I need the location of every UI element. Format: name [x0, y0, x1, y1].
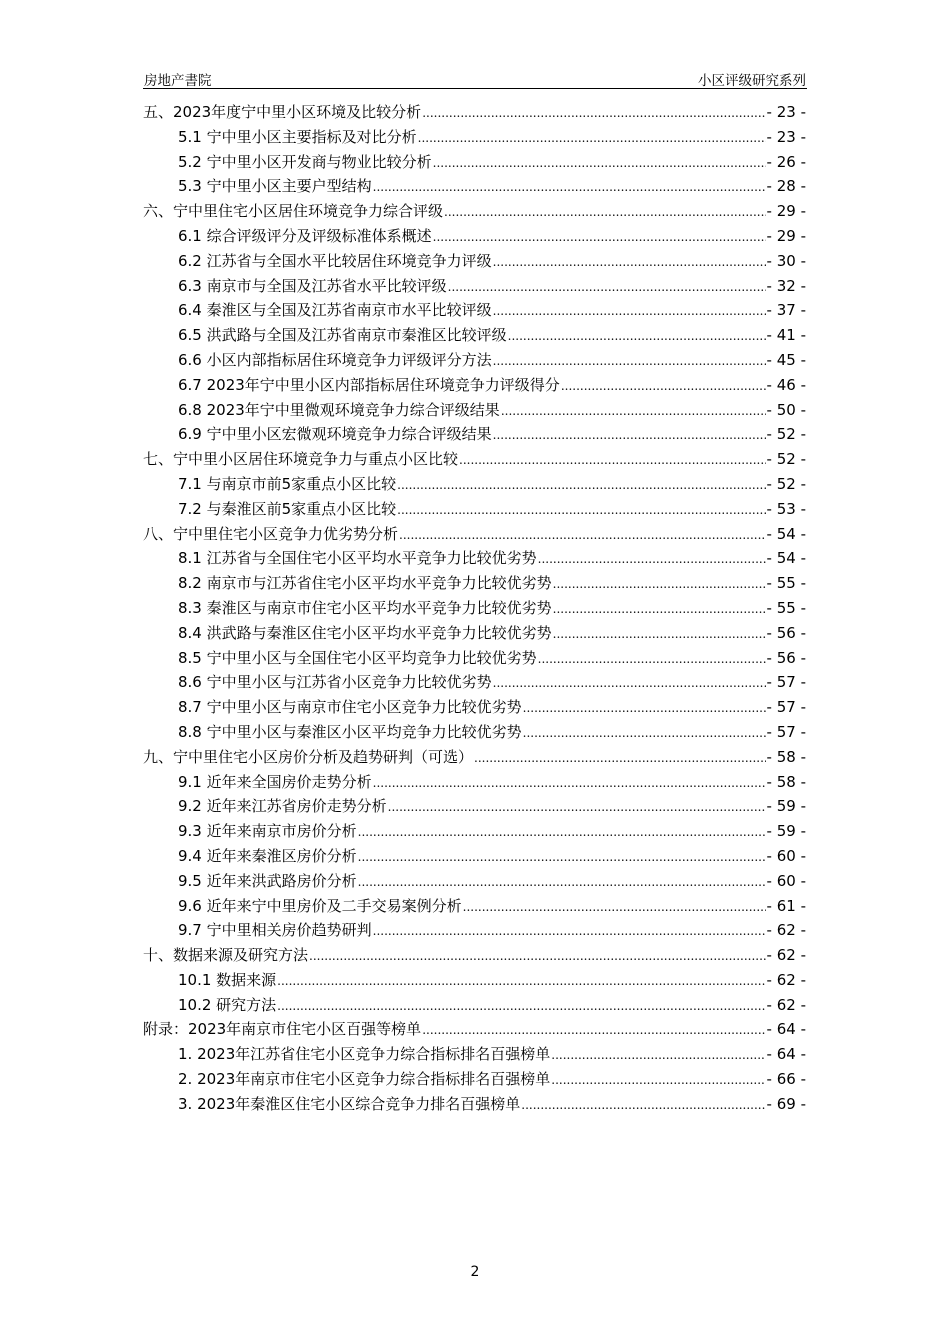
toc-dot-leader [397, 478, 765, 492]
header-publisher: 房地产書院 [144, 73, 212, 89]
toc-section-entry[interactable] [143, 895, 806, 920]
toc-entry-title: 7.2 与秦淮区前5家重点小区比较 [178, 499, 397, 518]
toc-section-entry[interactable] [143, 547, 806, 572]
toc-entry-title: 9.5 近年来洪武路房价分析 [178, 871, 357, 890]
toc-section-entry[interactable] [143, 250, 806, 275]
toc-dot-leader [493, 428, 766, 442]
toc-entry-title: 9.1 近年来全国房价走势分析 [178, 772, 372, 791]
toc-entry-title: 六、宁中里住宅小区居住环境竞争力综合评级 [143, 202, 444, 221]
toc-section-entry[interactable] [143, 870, 806, 895]
toc-dot-leader [459, 453, 766, 467]
toc-entry-page-number: - 62 - [766, 970, 806, 989]
toc-dot-leader [501, 404, 766, 418]
toc-dot-leader [474, 751, 766, 765]
toc-section-entry[interactable] [143, 1093, 806, 1118]
toc-entry-page-number: - 52 - [766, 425, 806, 444]
toc-dot-leader [444, 205, 766, 219]
toc-section-entry[interactable] [143, 151, 806, 176]
toc-entry-title: 8.5 宁中里小区与全国住宅小区平均竞争力比较优劣势 [178, 648, 537, 667]
toc-entry-page-number: - 37 - [766, 301, 806, 320]
toc-dot-leader [493, 255, 766, 269]
toc-entry-title: 八、宁中里住宅小区竞争力优劣势分析 [143, 524, 399, 543]
toc-entry-title: 8.1 江苏省与全国住宅小区平均水平竞争力比较优劣势 [178, 549, 537, 568]
toc-entry-title: 9.2 近年来江苏省房价走势分析 [178, 797, 387, 816]
toc-entry-page-number: - 64 - [766, 1020, 806, 1039]
toc-entry-page-number: - 56 - [766, 623, 806, 642]
toc-section-entry[interactable] [143, 919, 806, 944]
toc-entry-title: 6.1 综合评级评分及评级标准体系概述 [178, 226, 432, 245]
toc-dot-leader [551, 1048, 765, 1062]
toc-entry-page-number: - 66 - [766, 1070, 806, 1089]
toc-entry-page-number: - 69 - [766, 1094, 806, 1113]
toc-section-entry[interactable] [143, 175, 806, 200]
toc-entry-page-number: - 29 - [766, 202, 806, 221]
toc-dot-leader [433, 156, 766, 170]
toc-dot-leader [553, 577, 766, 591]
toc-chapter-entry[interactable] [143, 746, 806, 771]
toc-entry-page-number: - 26 - [766, 152, 806, 171]
toc-entry-page-number: - 29 - [766, 226, 806, 245]
toc-entry-title: 6.4 秦淮区与全国及江苏省南京市水平比较评级 [178, 301, 492, 320]
toc-entry-title: 9.6 近年来宁中里房价及二手交易案例分析 [178, 896, 462, 915]
toc-entry-page-number: - 52 - [766, 450, 806, 469]
toc-entry-title: 七、宁中里小区居住环境竞争力与重点小区比较 [143, 450, 459, 469]
toc-entry-page-number: - 50 - [766, 400, 806, 419]
toc-entry-page-number: - 62 - [766, 995, 806, 1014]
toc-entry-title: 10.1 数据来源 [178, 970, 277, 989]
toc-dot-leader [397, 503, 765, 517]
toc-dot-leader [523, 701, 766, 715]
toc-entry-title: 1. 2023年江苏省住宅小区竞争力综合指标排名百强榜单 [178, 1045, 551, 1064]
toc-dot-leader [373, 924, 766, 938]
toc-section-entry[interactable] [143, 994, 806, 1019]
toc-entry-title: 9.3 近年来南京市房价分析 [178, 822, 357, 841]
toc-section-entry[interactable] [143, 1068, 806, 1093]
toc-entry-page-number: - 57 - [766, 722, 806, 741]
toc-dot-leader [277, 999, 765, 1013]
toc-dot-leader [553, 627, 766, 641]
toc-entry-page-number: - 61 - [766, 896, 806, 915]
toc-entry-page-number: - 53 - [766, 499, 806, 518]
toc-entry-title: 6.3 南京市与全国及江苏省水平比较评级 [178, 276, 447, 295]
toc-section-entry[interactable] [143, 696, 806, 721]
toc-dot-leader [448, 280, 766, 294]
toc-entry-title: 五、2023年度宁中里小区环境及比较分析 [143, 103, 422, 121]
toc-chapter-entry[interactable] [143, 523, 806, 548]
toc-dot-leader [277, 974, 765, 988]
toc-dot-leader [521, 1098, 765, 1112]
toc-dot-leader [493, 304, 766, 318]
toc-section-entry[interactable] [143, 324, 806, 349]
toc-section-entry[interactable] [143, 1043, 806, 1068]
toc-entry-page-number: - 59 - [766, 822, 806, 841]
toc-section-entry[interactable] [143, 299, 806, 324]
toc-entry-page-number: - 46 - [766, 375, 806, 394]
toc-chapter-entry[interactable] [143, 1018, 806, 1043]
toc-section-entry[interactable] [143, 572, 806, 597]
toc-entry-page-number: - 23 - [766, 127, 806, 146]
toc-dot-leader [551, 1073, 765, 1087]
toc-entry-page-number: - 23 - [766, 103, 806, 121]
toc-chapter-entry[interactable] [143, 200, 806, 225]
toc-dot-leader [358, 875, 766, 889]
toc-entry-title: 6.9 宁中里小区宏微观环境竞争力综合评级结果 [178, 425, 492, 444]
toc-entry-title: 8.6 宁中里小区与江苏省小区竞争力比较优劣势 [178, 673, 492, 692]
toc-section-entry[interactable] [143, 225, 806, 250]
toc-section-entry[interactable] [143, 969, 806, 994]
toc-section-entry[interactable] [143, 647, 806, 672]
toc-entry-title: 9.7 宁中里相关房价趋势研判 [178, 921, 372, 940]
page-number: 2 [470, 1264, 480, 1280]
table-of-contents [143, 101, 806, 1118]
toc-entry-title: 8.2 南京市与江苏省住宅小区平均水平竞争力比较优劣势 [178, 574, 552, 593]
toc-entry-title: 十、数据来源及研究方法 [143, 946, 309, 965]
toc-entry-title: 8.3 秦淮区与南京市住宅小区平均水平竞争力比较优劣势 [178, 598, 552, 617]
toc-entry-title: 5.1 宁中里小区主要指标及对比分析 [178, 127, 417, 146]
toc-entry-title: 5.3 宁中里小区主要户型结构 [178, 177, 372, 196]
toc-entry-title: 6.8 2023年宁中里微观环境竞争力综合评级结果 [178, 400, 500, 419]
toc-section-entry[interactable] [143, 721, 806, 746]
toc-entry-title: 8.8 宁中里小区与秦淮区小区平均竞争力比较优劣势 [178, 722, 522, 741]
toc-entry-title: 7.1 与南京市前5家重点小区比较 [178, 474, 397, 493]
toc-dot-leader [373, 776, 766, 790]
toc-entry-page-number: - 57 - [766, 698, 806, 717]
toc-dot-leader [508, 329, 766, 343]
toc-entry-page-number: - 32 - [766, 276, 806, 295]
toc-dot-leader [388, 800, 766, 814]
toc-dot-leader [309, 949, 766, 963]
toc-section-entry[interactable] [143, 597, 806, 622]
toc-section-entry[interactable] [143, 374, 806, 399]
toc-entry-page-number: - 62 - [766, 921, 806, 940]
toc-dot-leader [538, 552, 766, 566]
toc-entry-page-number: - 60 - [766, 871, 806, 890]
toc-dot-leader [553, 602, 766, 616]
toc-entry-page-number: - 55 - [766, 574, 806, 593]
toc-dot-leader [523, 726, 766, 740]
toc-dot-leader [418, 131, 766, 145]
toc-dot-leader [399, 528, 766, 542]
toc-entry-page-number: - 62 - [766, 946, 806, 965]
toc-section-entry[interactable] [143, 399, 806, 424]
toc-entry-title: 8.4 洪武路与秦淮区住宅小区平均水平竞争力比较优劣势 [178, 623, 552, 642]
toc-entry-page-number: - 59 - [766, 797, 806, 816]
toc-entry-page-number: - 54 - [766, 549, 806, 568]
toc-section-entry[interactable] [143, 473, 806, 498]
toc-entry-page-number: - 30 - [766, 251, 806, 270]
toc-dot-leader [538, 652, 766, 666]
toc-entry-page-number: - 41 - [766, 326, 806, 345]
toc-dot-leader [561, 379, 766, 393]
toc-entry-page-number: - 54 - [766, 524, 806, 543]
toc-section-entry[interactable] [143, 671, 806, 696]
toc-entry-title: 6.7 2023年宁中里小区内部指标居住环境竞争力评级得分 [178, 375, 560, 394]
toc-entry-title: 2. 2023年南京市住宅小区竞争力综合指标排名百强榜单 [178, 1070, 551, 1089]
toc-entry-title: 5.2 宁中里小区开发商与物业比较分析 [178, 152, 432, 171]
page-header [143, 66, 807, 89]
toc-entry-page-number: - 45 - [766, 350, 806, 369]
toc-entry-page-number: - 57 - [766, 673, 806, 692]
toc-entry-title: 九、宁中里住宅小区房价分析及趋势研判（可选） [143, 747, 474, 766]
toc-chapter-entry[interactable] [143, 101, 806, 126]
toc-section-entry[interactable] [143, 126, 806, 151]
toc-entry-page-number: - 56 - [766, 648, 806, 667]
toc-chapter-entry[interactable] [143, 448, 806, 473]
toc-entry-title: 3. 2023年秦淮区住宅小区综合竞争力排名百强榜单 [178, 1094, 521, 1113]
toc-entry-title: 附录：2023年南京市住宅小区百强等榜单 [143, 1020, 422, 1039]
toc-dot-leader [463, 900, 766, 914]
toc-entry-title: 10.2 研究方法 [178, 995, 277, 1014]
toc-section-entry[interactable] [143, 795, 806, 820]
toc-entry-page-number: - 58 - [766, 747, 806, 766]
toc-entry-page-number: - 58 - [766, 772, 806, 791]
toc-dot-leader [433, 230, 766, 244]
toc-entry-page-number: - 64 - [766, 1045, 806, 1064]
toc-chapter-entry[interactable] [143, 944, 806, 969]
toc-entry-title: 6.2 江苏省与全国水平比较居住环境竞争力评级 [178, 251, 492, 270]
toc-section-entry[interactable] [143, 845, 806, 870]
toc-entry-title: 6.6 小区内部指标居住环境竞争力评级评分方法 [178, 350, 492, 369]
toc-entry-page-number: - 60 - [766, 846, 806, 865]
toc-entry-page-number: - 55 - [766, 598, 806, 617]
toc-dot-leader [493, 354, 766, 368]
toc-dot-leader [422, 106, 765, 120]
toc-section-entry[interactable] [143, 423, 806, 448]
toc-entry-page-number: - 28 - [766, 177, 806, 196]
toc-entry-page-number: - 52 - [766, 474, 806, 493]
toc-dot-leader [373, 180, 766, 194]
toc-dot-leader [422, 1023, 765, 1037]
toc-entry-title: 8.7 宁中里小区与南京市住宅小区竞争力比较优劣势 [178, 698, 522, 717]
toc-section-entry[interactable] [143, 349, 806, 374]
toc-section-entry[interactable] [143, 622, 806, 647]
header-series-title: 小区评级研究系列 [698, 73, 806, 89]
toc-dot-leader [358, 825, 766, 839]
toc-section-entry[interactable] [143, 820, 806, 845]
toc-entry-title: 9.4 近年来秦淮区房价分析 [178, 846, 357, 865]
toc-dot-leader [358, 850, 766, 864]
toc-section-entry[interactable] [143, 771, 806, 796]
toc-section-entry[interactable] [143, 498, 806, 523]
toc-dot-leader [493, 676, 766, 690]
toc-section-entry[interactable] [143, 275, 806, 300]
toc-entry-title: 6.5 洪武路与全国及江苏省南京市秦淮区比较评级 [178, 326, 507, 345]
